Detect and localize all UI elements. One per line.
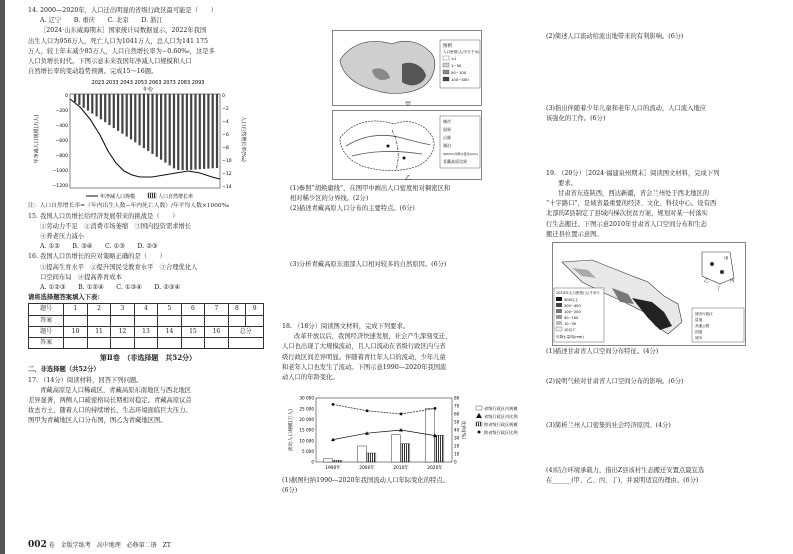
num-cell: 5 xyxy=(158,304,181,315)
svg-text:丙: 丙 xyxy=(730,279,735,285)
num-cell: 10 xyxy=(64,326,87,337)
map-b-legend: 国界 xyxy=(443,127,451,132)
population-trend-chart xyxy=(28,77,268,201)
question-14: 14. 2000—2020年，人口迁出明显的省级行政区最可能是（ ） xyxy=(28,7,217,14)
bar-intra xyxy=(391,435,400,462)
map-b-caption: 乙 xyxy=(404,175,411,182)
map-b-legend: 青藏高原边界 xyxy=(443,159,467,164)
q16-options: A. ①②③ B. ①②④ C. ①③④ D. ②③④ xyxy=(40,284,181,292)
section-2-title: 第Ⅱ卷 （非选择题 共52分） xyxy=(99,353,197,363)
answer-cell[interactable] xyxy=(134,315,157,326)
column-middle xyxy=(282,0,534,554)
q18-1: (1)据图归纳1990—2020年我国流动人口年际变化的特点。 xyxy=(282,477,449,484)
num-cell: 11 xyxy=(87,326,110,337)
answer-cell[interactable] xyxy=(158,315,181,326)
answer-cell[interactable] xyxy=(205,315,228,326)
question-17: 17. （14分）阅读材料，回答下列问题。 xyxy=(28,376,143,384)
ratio-point xyxy=(399,428,403,432)
growth-bar xyxy=(186,94,188,170)
material-line: 出生人口为956万人，死亡人口为1041万人，总人口为141 175 xyxy=(28,37,209,45)
q19-text: “十字路口”，是域省最重要的经济、文化、科技中心。设有西 xyxy=(546,200,717,208)
ratio-point xyxy=(332,403,335,406)
growth-bar xyxy=(216,94,218,168)
y2-tick: 0 xyxy=(454,459,457,465)
q18-3: 该强化的工作。(6分) xyxy=(546,115,606,123)
q17-1: (1)参照“胡焕庸线”，在图甲中画出人口密度相对稠密区和 xyxy=(290,185,451,192)
left-tick: −200 xyxy=(55,109,68,115)
num-cell: 3 xyxy=(111,304,134,315)
answer-table-title: 请将选择题答案填入下表： xyxy=(28,294,104,302)
growth-bar xyxy=(212,94,214,168)
answer-table xyxy=(28,303,264,349)
answer-cell[interactable] xyxy=(246,315,264,326)
q19-text: 北部的Z县制定了县域内梯次扶贫方案，规划对某一村落实 xyxy=(546,210,708,218)
answer-cell[interactable] xyxy=(64,338,87,349)
legend-label: 省级行政区内规模 xyxy=(484,406,518,411)
question-15: 15. 我国人口负增长给经济发展带来的挑战是（ ） xyxy=(28,212,179,220)
legend-label: 省级行政区内比例 xyxy=(484,414,518,419)
map-c-legend: 城市 xyxy=(695,336,703,341)
y-tick: 0 xyxy=(311,459,314,465)
growth-bar xyxy=(194,94,196,170)
num-cell: 15 xyxy=(181,326,204,337)
map-b-legend: 400mm年降水量线(mm) xyxy=(443,152,478,156)
legend-item: 100~400 xyxy=(451,77,469,82)
q19-4b: 在______(甲、乙、丙、丁)，并说明适宜的理由。(6分) xyxy=(546,476,699,484)
q18-3: (3)指出伴随着少年儿童和老年人口的流动，人口流入地应 xyxy=(546,105,707,113)
y2-tick: 40 xyxy=(454,427,460,433)
row-label: 题号 xyxy=(29,326,64,337)
ans-label: 答案 xyxy=(29,338,64,349)
q17-text: 青藏高原是人口稀疏区，青藏高原东南地区与西北地区 xyxy=(39,386,192,394)
left-tick: −800 xyxy=(55,154,68,160)
chart-years: 2023 2033 2043 2053 2063 2073 2083 2093 xyxy=(91,80,205,87)
migration-chart xyxy=(286,392,534,474)
num-cell: 12 xyxy=(111,326,134,337)
right-tick: −4 xyxy=(222,120,229,126)
num-cell: 2 xyxy=(87,304,110,315)
left-tick: −600 xyxy=(55,139,68,145)
map-b-legend: 湖泊 xyxy=(443,143,451,148)
legend-label: 跨省级行政区比例 xyxy=(484,430,518,435)
num-cell: 4 xyxy=(134,304,157,315)
ratio-line xyxy=(333,430,435,440)
ratio-point xyxy=(366,409,369,412)
natural-growth-bars xyxy=(74,94,218,170)
growth-bar xyxy=(96,94,98,116)
map-c-item: 10以下 xyxy=(564,328,576,333)
legend-bar-label: 人口自然增长率 xyxy=(158,194,194,201)
q16-line: ①提高生育水平 ②提升国民受教育水平 ③合理优化人 xyxy=(40,263,198,271)
material-line: 自然增长率的变动趋势预测。完成15～16题。 xyxy=(28,68,158,76)
num-cell: 16 xyxy=(205,326,228,337)
map-c-legend: 县境 xyxy=(695,318,703,323)
q18-text: 和老年人口也发生了流动。下图示意1990—2020年我国流 xyxy=(282,363,447,371)
y2-tick: 30 xyxy=(454,435,460,441)
page-number: 002 xyxy=(28,540,47,550)
map-a-caption: 甲 xyxy=(404,101,411,108)
growth-bar xyxy=(87,94,89,111)
right-tick: −8 xyxy=(222,146,229,152)
growth-bar xyxy=(151,94,153,154)
y-tick: 10 000 xyxy=(299,438,314,444)
y-tick: 30 000 xyxy=(299,395,314,401)
gansu-map xyxy=(552,242,746,346)
map-legend-sub: 人口密度(人/平方千米) xyxy=(443,50,480,54)
right-tick: −12 xyxy=(222,172,232,178)
legend-item: 1~50 xyxy=(451,63,462,68)
right-tick: −10 xyxy=(222,159,232,165)
q15-line: ①劳动力不足 ②消费市场萎缩 ③国内投资需求增长 xyxy=(40,222,192,230)
legend-item: <1 xyxy=(451,56,457,61)
map-c-legend: 国道 xyxy=(695,330,703,335)
growth-bar xyxy=(143,94,145,148)
q17-1: 相对稀少区的分界线。(2分) xyxy=(290,195,369,203)
legend-bar-swatch xyxy=(148,193,156,198)
legend-line-label: 年净减人口规模 xyxy=(100,194,136,201)
growth-bar xyxy=(100,94,102,119)
total-label: 总分 xyxy=(228,326,263,337)
left-tick: −400 xyxy=(55,124,68,130)
num-cell: 6 xyxy=(181,304,204,315)
q19-text: 搬迁县位置示意图。 xyxy=(546,230,603,238)
y2-tick: 50 xyxy=(454,419,460,425)
ratio-point xyxy=(400,413,403,416)
num-cell: 7 xyxy=(205,304,228,315)
growth-bar xyxy=(190,94,192,170)
num-cell: 13 xyxy=(134,326,157,337)
column-left xyxy=(28,0,268,554)
left-tick: −1200 xyxy=(52,184,68,190)
q16-line: 口空间布局 ④提高养育成本 xyxy=(40,273,122,281)
y2-tick: 80 xyxy=(454,395,460,401)
chart-y-right-label: 人口自然增长率(‰) xyxy=(240,116,246,163)
map-b-legend: 城市 xyxy=(443,119,451,124)
growth-bar xyxy=(134,94,136,142)
bar-inter xyxy=(401,444,410,462)
q18-1-score: (6分) xyxy=(282,487,298,494)
answer-cell[interactable] xyxy=(181,315,204,326)
num-cell: 14 xyxy=(158,326,181,337)
map-population-density xyxy=(332,30,482,106)
x-tick: 2020年 xyxy=(427,466,443,471)
growth-bar xyxy=(130,94,132,140)
q19-text: 甘肃省东连陕西，西达新疆，省会兰州处于西北地区的 xyxy=(557,190,710,198)
row-label: 题号 xyxy=(29,304,64,315)
ratio-line xyxy=(333,404,435,414)
map-b-legend: 山脉 xyxy=(443,135,451,140)
growth-bar xyxy=(117,94,119,131)
right-tick: −6 xyxy=(222,133,229,139)
legend-item: 50~100 xyxy=(451,70,467,75)
answer-cell[interactable] xyxy=(64,315,87,326)
num-cell: 9 xyxy=(246,304,264,315)
growth-bar xyxy=(164,94,166,163)
column-right xyxy=(546,0,772,554)
growth-bar xyxy=(83,94,85,108)
ans-label: 答案 xyxy=(29,315,64,326)
map-c-item: 400以上 xyxy=(564,298,579,303)
growth-bar xyxy=(177,94,179,170)
y2-tick: 60 xyxy=(454,411,460,417)
map-c-rain: 年降水量线(mm) xyxy=(556,335,584,340)
q18-2: (2)简述人口流动给流出地带来的有利影响。(6分) xyxy=(546,33,684,40)
q17-2: (2)描述青藏高原人口分布的主要特点。(6分) xyxy=(290,205,415,213)
y-tick: 25 000 xyxy=(299,406,314,412)
bar-inter xyxy=(333,461,342,462)
chart-year-label: 年份 xyxy=(142,87,154,94)
map-c-legend: 城市行政区 xyxy=(695,312,713,317)
question-19b: 要求。 xyxy=(558,179,577,187)
total-cell[interactable] xyxy=(228,338,263,349)
map-c-item: 10~50 xyxy=(564,322,577,327)
q19-2: (2)说明气候对甘肃省人口空间分布的影响。(6分) xyxy=(546,378,684,386)
right-tick: −14 xyxy=(222,185,232,191)
q17-text: 妆去方土，随着人口的持续增长，生态环境面临巨大压力。 xyxy=(28,407,192,415)
answer-cell[interactable] xyxy=(158,338,181,349)
chart-y-left-label: 年净减人口规模(万人) xyxy=(34,114,40,164)
q14-options: A. 辽宁 B. 重庆 C. 北京 D. 浙江 xyxy=(40,17,163,25)
q17-text: 差异显著，两侧人口疏密格局长期相对稳定。青藏高原议首 xyxy=(28,397,192,405)
legend-label: 跨省级行政区规模 xyxy=(484,422,518,427)
num-cell: 8 xyxy=(228,304,246,315)
y-tick: 20 000 xyxy=(299,416,314,422)
map-legend-title: 图例 xyxy=(443,44,452,49)
q19-1: (1)描述甘肃省人口空间分布特征。(4分) xyxy=(546,348,659,356)
growth-bar xyxy=(91,94,93,114)
bar-inter xyxy=(367,453,376,462)
svg-text:甲: 甲 xyxy=(724,257,729,263)
map-qinghai-tibet xyxy=(332,110,482,180)
x-tick: 1990年 xyxy=(325,466,341,471)
svg-text:丁: 丁 xyxy=(716,287,721,293)
q18-text: 动人口的年龄变化。 xyxy=(282,374,339,382)
map-c-item: 50~100 xyxy=(564,316,579,321)
city-dot xyxy=(403,157,406,160)
growth-bar xyxy=(207,94,209,169)
growth-bar xyxy=(160,94,162,160)
q15-line: ④养老压力减小 xyxy=(40,233,85,241)
q19-4: (4)结合环境承载力，指出Z县该村生态搬迁安置点最宜选 xyxy=(546,466,705,474)
bar-intra xyxy=(357,446,366,462)
num-cell: 1 xyxy=(64,304,87,315)
q17-3: (3)分析青藏高原东南部人口相对较多的自然原因。(6分) xyxy=(290,261,447,268)
city-dot xyxy=(720,270,724,274)
chart-y2label: 比例(%) xyxy=(460,421,465,439)
growth-bar xyxy=(169,94,171,165)
material-line: ［2024·山东威海期末］国家统计局数据显示，2022年我国 xyxy=(39,27,207,35)
growth-bar xyxy=(199,94,201,169)
answer-cell[interactable] xyxy=(205,338,228,349)
q17-text: 图甲为青藏地区人口分布图，图乙为青藏地区图。 xyxy=(28,417,167,425)
growth-bar xyxy=(74,94,76,102)
growth-bar xyxy=(139,94,141,145)
q18-text: 级行政区间差异明显。伴随着青壮年人口的流动，少年儿童 xyxy=(282,353,446,361)
chart-note: 注：人口自然增长率=（年内出生人数−年内死亡人数）/年平均人数×1000‰ xyxy=(28,203,230,210)
question-18: 18. （18分）阅读图文材料，完成下列要求。 xyxy=(282,323,410,330)
growth-bar xyxy=(113,94,115,128)
x-tick: 2000年 xyxy=(359,466,375,471)
q19-3: (3)简析兰州人口密集的社会经济原因。(4分) xyxy=(546,422,671,430)
growth-bar xyxy=(78,94,80,105)
growth-bar xyxy=(108,94,110,125)
bar-intra xyxy=(323,459,332,462)
answer-cell[interactable] xyxy=(111,315,134,326)
q19-text: 行生态搬迁。下图示意2010年甘肃省人口空间分布和生态 xyxy=(546,220,707,228)
map-c-title: 2010年人口密度(人/千米²) xyxy=(556,291,600,296)
question-16: 16. 我国人口负增长的应对策略正确的是（ ） xyxy=(28,253,166,261)
y2-tick: 10 xyxy=(454,451,460,457)
footer-text: 卷 金版学练考 高中地理 必修第二册 ZT xyxy=(48,542,171,549)
map-c-legend: 高速公路 xyxy=(695,324,710,329)
growth-bar xyxy=(182,94,184,170)
city-dot xyxy=(710,262,714,266)
growth-bar xyxy=(156,94,158,157)
growth-bar xyxy=(173,94,175,168)
answer-cell[interactable] xyxy=(87,338,110,349)
growth-bar xyxy=(104,94,106,122)
q18-text: 人口也出现了大规模流动，且人口流动在省级行政区内与省 xyxy=(282,343,446,351)
q15-options: A. ①② B. ③④ C. ①③ D. ②③ xyxy=(40,243,158,251)
growth-bar xyxy=(147,94,149,151)
answer-cell[interactable] xyxy=(181,338,204,349)
right-tick: 0 xyxy=(222,94,225,100)
part-2-heading: 二、非选择题（共52分） xyxy=(28,366,100,374)
growth-bar xyxy=(203,94,205,169)
question-19: 19. （20分）［2024·福建泉州期末］阅读图文材料，完成下列 xyxy=(546,169,720,177)
city-dot xyxy=(387,145,390,148)
bar-inter xyxy=(435,435,444,462)
growth-bar xyxy=(121,94,123,134)
material-line: 万人，较上年末减少85万人，人口自然增长率为−0.60‰，这是多 xyxy=(28,47,215,55)
material-line: 人口负增长时代。下图示意未来我国年净减人口规模和人口 xyxy=(28,58,192,66)
left-tick: 0 xyxy=(65,94,68,100)
answer-cell[interactable] xyxy=(134,338,157,349)
chart-ylabel: 流动人口规模(万人) xyxy=(289,408,294,452)
right-tick: −2 xyxy=(222,107,229,113)
left-tick: −1000 xyxy=(52,169,68,175)
x-tick: 2010年 xyxy=(393,466,409,471)
ratio-point xyxy=(434,407,437,410)
map-c-item: 200~400 xyxy=(564,304,581,309)
answer-cell[interactable] xyxy=(87,315,110,326)
answer-cell[interactable] xyxy=(111,338,134,349)
y2-tick: 20 xyxy=(454,443,460,449)
page-footer xyxy=(28,540,171,550)
svg-text:乙: 乙 xyxy=(704,279,709,285)
y-tick: 5 000 xyxy=(302,448,314,454)
binding-stripe xyxy=(0,0,5,554)
map-c-item: 100~200 xyxy=(564,310,581,315)
y2-tick: 70 xyxy=(454,403,460,409)
q18-text: 改革开放以后，我国经济快速发展，社会产生深刻变迁， xyxy=(293,333,452,341)
y-tick: 15 000 xyxy=(299,427,314,433)
growth-bar xyxy=(126,94,128,137)
answer-cell[interactable] xyxy=(228,315,246,326)
